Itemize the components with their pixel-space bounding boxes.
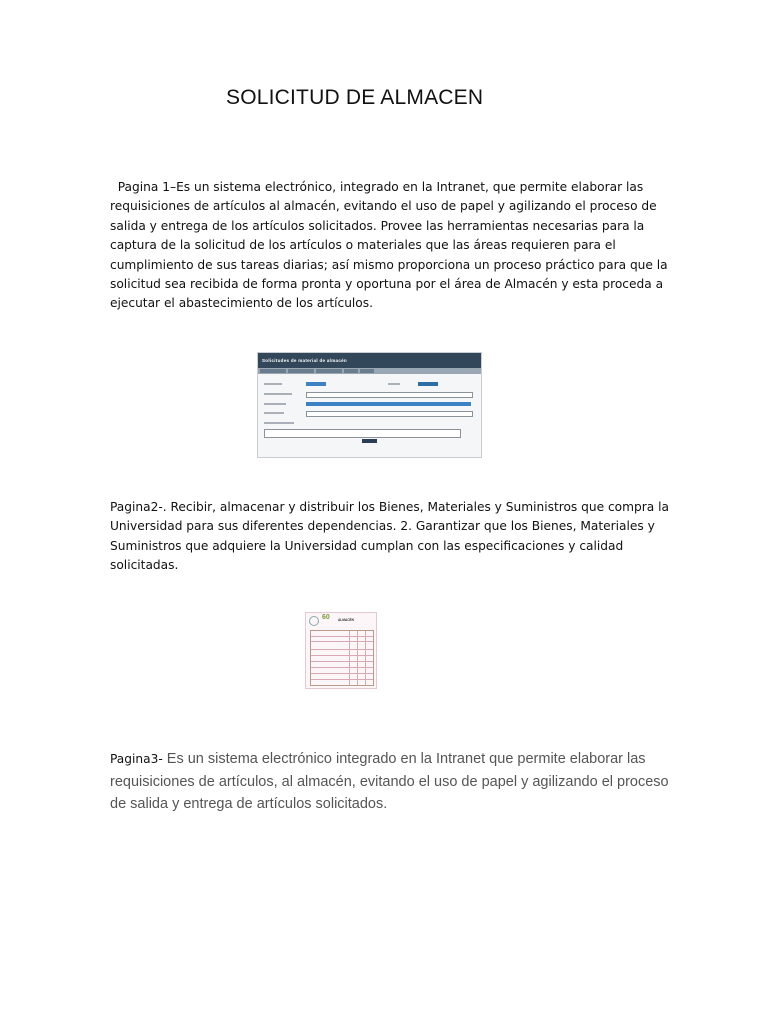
section-text: -. Recibir, almacenar y distribuir los Bienes, Materiales y Suministros que compra la Universidad para sus diferentes dependencias. 2. Garantizar que los Bienes, Materiales y Suministros que adquiere la Universidad cumplan con las especificaciones y calidad solicitadas. (110, 500, 669, 573)
form-nav-tabs (258, 368, 481, 374)
section-pagina-2 (110, 498, 670, 576)
section-label: Pagina 1 (117, 180, 170, 194)
scan-heading: ALMACÉN (338, 618, 354, 622)
form-header: Solicitudes de material de almacén (258, 353, 481, 368)
section-pagina-1 (110, 178, 670, 314)
scan-table (310, 630, 374, 686)
form-submit-button (362, 439, 377, 443)
section-pagina-3 (110, 748, 670, 816)
document-title: SOLICITUD DE ALMACEN (226, 86, 484, 109)
section-text: –Es un sistema electrónico, integrado en la Intranet, que permite elaborar las requisiciones de artículos al almacén, evitando el uso de papel y agilizando el proceso de salida y entrega de los artículos solicitados. Provee las herramientas necesarias para la captura de la solicitud de los artículos o materiales que las áreas requieren para el cumplimiento de sus tareas diarias; así mismo proporciona un proceso práctico para que la solicitud sea recibida de forma pronta y oportuna por el área de Almacén y esta proceda a ejecutar el abastecimiento de los artículos. (110, 180, 668, 311)
seal-icon (309, 616, 319, 626)
document-scan-image (305, 612, 377, 689)
form-screenshot-image (257, 352, 482, 458)
logo-text: 60 (322, 614, 330, 621)
section-label: Pagina2 (110, 500, 159, 514)
section-text: Es un sistema electrónico integrado en la Intranet que permite elaborar las requisiciones de artículos, al almacén, evitando el uso de papel y agilizando el proceso de salida y entrega de artículos solicitados. (110, 751, 669, 812)
section-label: Pagina3- (110, 752, 163, 766)
